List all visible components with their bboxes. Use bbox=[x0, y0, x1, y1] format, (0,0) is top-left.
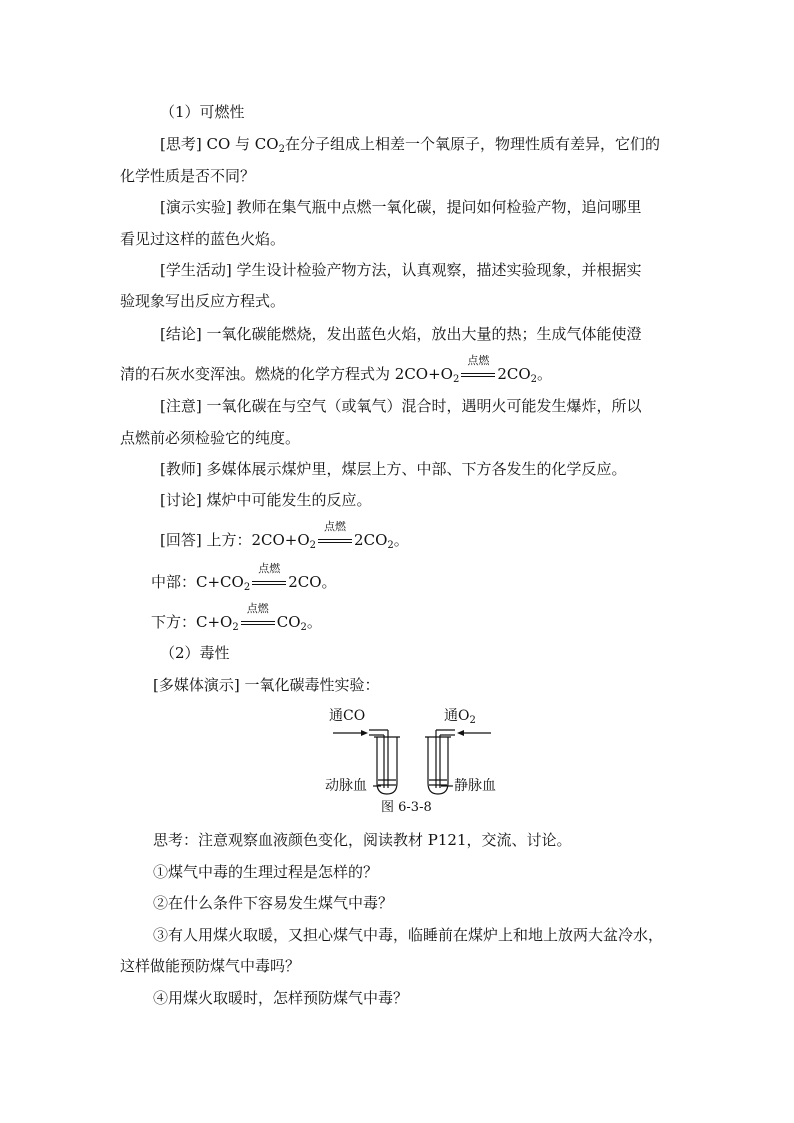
multimedia-demo-paragraph: [多媒体演示] 一氧化碳毒性实验： bbox=[153, 676, 380, 694]
discuss-paragraph: [讨论] 煤炉中可能发生的反应。 bbox=[160, 491, 372, 509]
answer-lower-equation: 下方：$C+O_2$ 点燃 $CO_2$。 bbox=[151, 602, 322, 633]
think-paragraph-line-1: [思考] CO 与 $CO_2$在分子组成上相差一个氧原子，物理性质有差异，它们的 bbox=[160, 135, 660, 155]
note-paragraph-line-2: 点燃前必须检验它的纯度。 bbox=[120, 429, 301, 447]
question-1: ①煤气中毒的生理过程是怎样的？ bbox=[153, 863, 379, 881]
conclusion-paragraph-line-1: [结论] 一氧化碳能燃烧，发出蓝色火焰，放出大量的热；生成气体能使澄 bbox=[160, 325, 642, 343]
o2-inlet-label: 通$O_2$ bbox=[444, 708, 476, 726]
co-toxicity-experiment-figure bbox=[325, 705, 500, 820]
demo-paragraph-line-1: [演示实验] 教师在集气瓶中点燃一氧化碳，提问如何检验产物，追问哪里 bbox=[160, 198, 642, 216]
student-paragraph-line-1: [学生活动] 学生设计检验产物方法，认真观察，描述实验现象，并根据实 bbox=[160, 261, 642, 279]
figure-caption: 图 6-3-8 bbox=[381, 800, 432, 815]
teacher-paragraph: [教师] 多媒体展示煤炉里，煤层上方、中部、下方各发生的化学反应。 bbox=[160, 460, 627, 478]
venous-blood-label: 静脉血 bbox=[454, 778, 496, 794]
conclusion-equation-line: 清的石灰水变浑浊。燃烧的化学方程式为 $2CO+O_2$ 点燃 $2CO_2$。 bbox=[120, 354, 553, 385]
demo-paragraph-line-2: 看见过这样的蓝色火焰。 bbox=[120, 230, 286, 248]
reaction-condition-arrow: 点燃 bbox=[240, 612, 276, 632]
question-4: ④用煤火取暖时，怎样预防煤气中毒？ bbox=[153, 989, 409, 1007]
reaction-condition-arrow: 点燃 bbox=[460, 364, 496, 384]
student-paragraph-line-2: 验现象写出反应方程式。 bbox=[120, 292, 286, 310]
section-heading-combustibility: （1）可燃性 bbox=[160, 103, 245, 121]
co-inlet-label: 通CO bbox=[329, 708, 366, 724]
section-heading-toxicity: （2）毒性 bbox=[160, 644, 230, 662]
reaction-condition-arrow: 点燃 bbox=[251, 572, 287, 592]
arterial-blood-label: 动脉血 bbox=[325, 778, 367, 794]
answer-middle-equation: 中部：$C+CO_2$ 点燃 2CO。 bbox=[151, 562, 337, 593]
reaction-condition-arrow: 点燃 bbox=[317, 530, 353, 550]
question-3-line-2: 这样做能预防煤气中毒吗？ bbox=[120, 957, 301, 975]
question-3-line-1: ③有人用煤火取暖，又担心煤气中毒，临睡前在煤炉上和地上放两大盆冷水， bbox=[153, 926, 664, 944]
think2-paragraph: 思考：注意观察血液颜色变化，阅读教材 P121，交流、讨论。 bbox=[153, 831, 572, 849]
note-paragraph-line-1: [注意] 一氧化碳在与空气（或氧气）混合时，遇明火可能发生爆炸，所以 bbox=[160, 397, 642, 415]
answer-top-equation: [回答] 上方：$2CO+O_2$ 点燃 $2CO_2$。 bbox=[160, 520, 409, 551]
question-2: ②在什么条件下容易发生煤气中毒？ bbox=[153, 894, 394, 912]
think-paragraph-line-2: 化学性质是否不同？ bbox=[120, 167, 256, 185]
